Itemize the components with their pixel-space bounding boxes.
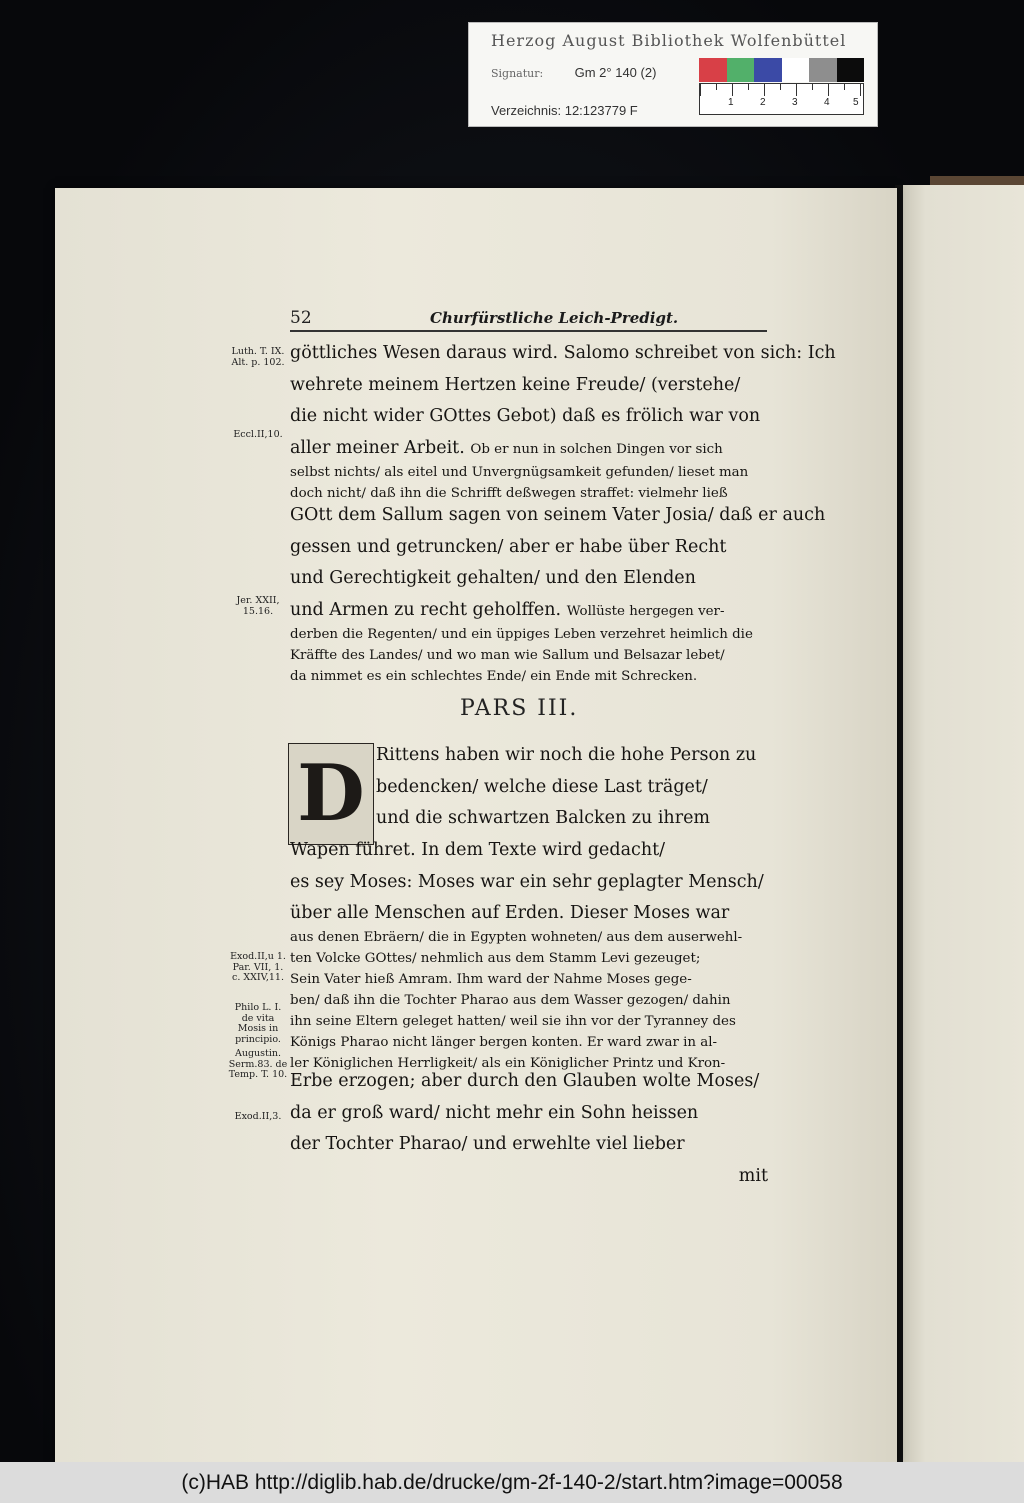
text-line: göttliches Wesen daraus wird. Salomo schreibet von sich: Ich — [290, 343, 836, 363]
margin-note: Luth. T. IX. Alt. p. 102. — [231, 346, 285, 368]
text-line — [290, 433, 768, 465]
text-line: Königs Pharao nicht länger bergen konten. Er ward zwar in al- — [290, 1035, 718, 1050]
verzeichnis-value: 12:123779 F — [564, 103, 638, 118]
text-run-large: und Armen zu recht geholffen. — [290, 599, 562, 620]
text-line: selbst nichts/ als eitel und Unvergnügsamkeit gefunden/ lieset man — [290, 465, 749, 480]
text-line: ben/ daß ihn die Tochter Pharao aus dem Wasser gezogen/ dahin — [290, 993, 731, 1008]
text-block-3 — [290, 500, 826, 626]
text-line: da er groß ward/ nicht mehr ein Sohn heissen — [290, 1102, 699, 1123]
swatch-black — [837, 58, 865, 82]
running-head: Churfürstliche Leich-Predigt. — [430, 309, 679, 327]
text-line: doch nicht/ daß ihn die Schrifft deßwegen straffet: vielmehr ließ — [290, 486, 728, 501]
signatur-row — [491, 65, 656, 80]
text-line: gessen und getruncken/ aber er habe über Recht — [290, 536, 727, 557]
margin-note: Exod.II,3. — [234, 1111, 282, 1122]
swatch-gray — [809, 58, 837, 82]
text-line: da nimmet es ein schlechtes Ende/ ein Ende mit Schrecken. — [290, 669, 698, 684]
text-line: die nicht wider GOttes Gebot) daß es frölich war von — [290, 406, 761, 426]
copyright-caption: (c)HAB http://diglib.hab.de/drucke/gm-2f-140-2/start.htm?image=00058 — [0, 1462, 1024, 1503]
swatch-white — [782, 58, 810, 82]
page-number: 52 — [290, 308, 312, 328]
header-rule — [290, 330, 767, 332]
text-block-6 — [290, 927, 768, 1074]
margin-note: Augustin. Serm.83. de Temp. T. 10. — [228, 1048, 288, 1080]
text-line: über alle Menschen auf Erden. Dieser Moses war — [290, 903, 730, 923]
text-line: wehrete meinem Hertzen keine Freude/ (verstehe/ — [290, 374, 741, 395]
text-line: ler Königlichen Herrligkeit/ als ein Königlicher Printz und Kron- — [290, 1056, 726, 1071]
text-line: es sey Moses: Moses war ein sehr geplagter Mensch/ — [290, 871, 764, 892]
ruler-number: 4 — [824, 97, 830, 108]
ruler-number: 5 — [853, 97, 859, 108]
ruler-number: 1 — [728, 97, 734, 108]
text-line: ten Volcke GOttes/ nehmlich aus dem Stamm Levi gezeuget; — [290, 951, 701, 966]
text-block-7 — [290, 1066, 768, 1192]
text-line: ihn seine Eltern geleget hatten/ weil sie ihn vor der Tyranney des — [290, 1014, 736, 1029]
ruler-number: 3 — [792, 97, 798, 108]
facing-page — [901, 185, 1024, 1462]
text-line: Rittens haben wir noch die hohe Person zu — [376, 745, 757, 765]
text-block-5b — [290, 835, 768, 930]
swatch-blue — [754, 58, 782, 82]
margin-note: Philo L. I. de vita Mosis in principio. — [234, 1002, 282, 1045]
text-line: Erbe erzogen; aber durch den Glauben wolte Moses/ — [290, 1071, 760, 1091]
drop-cap-initial — [288, 743, 374, 845]
text-line: GOtt dem Sallum sagen von seinem Vater Josia/ daß er auch — [290, 505, 826, 525]
margin-note: Eccl.II,10. — [233, 429, 283, 440]
text-line: bedencken/ welche diese Last träget/ — [376, 776, 708, 797]
text-line: und Gerechtigkeit gehalten/ und den Elenden — [290, 568, 696, 588]
text-line: und die schwartzen Balcken zu ihrem — [376, 808, 711, 828]
signatur-value: Gm 2° 140 (2) — [574, 65, 657, 80]
text-block-1 — [290, 338, 836, 464]
text-line: Sein Vater hieß Amram. Ihm ward der Nahme Moses gege- — [290, 972, 692, 987]
text-line: Kräffte des Landes/ und wo man wie Sallum und Belsazar lebet/ — [290, 648, 725, 663]
signatur-label: Signatur: — [491, 67, 544, 80]
text-block-4 — [290, 624, 768, 687]
text-run-small: Wollüste hergegen ver- — [566, 603, 725, 619]
text-line: der Tochter Pharao/ und erwehlte viel lieber — [290, 1134, 685, 1154]
scale-ruler — [699, 83, 864, 115]
section-heading: PARS III. — [460, 696, 579, 721]
color-calibration-swatches — [699, 58, 864, 82]
ruler-number: 2 — [760, 97, 766, 108]
page-header — [290, 308, 767, 328]
drop-cap-letter: D — [297, 748, 365, 839]
swatch-red — [699, 58, 727, 82]
catchword: mit — [738, 1165, 768, 1186]
swatch-green — [727, 58, 755, 82]
text-line: derben die Regenten/ und ein üppiges Leben verzehret heimlich die — [290, 627, 753, 642]
text-block-5a — [376, 740, 768, 835]
text-line: aus denen Ebräern/ die in Egypten wohneten/ aus dem auserwehl- — [290, 930, 743, 945]
text-run-small: Ob er nun in solchen Dingen vor sich — [470, 441, 723, 457]
text-block-2 — [290, 462, 768, 504]
library-info-card — [468, 22, 878, 127]
text-run-large: aller meiner Arbeit. — [290, 437, 465, 458]
library-name: Herzog August Bibliothek Wolfenbüttel — [491, 31, 847, 50]
text-line — [290, 595, 768, 627]
text-line: Wapen führet. In dem Texte wird gedacht/ — [290, 840, 666, 860]
margin-note: Exod.II,u 1. Par. VII, 1. c. XXIV,11. — [230, 951, 286, 983]
verzeichnis-row — [491, 103, 638, 118]
verzeichnis-label: Verzeichnis: — [491, 103, 562, 118]
margin-note: Jer. XXII, 15.16. — [236, 595, 280, 617]
